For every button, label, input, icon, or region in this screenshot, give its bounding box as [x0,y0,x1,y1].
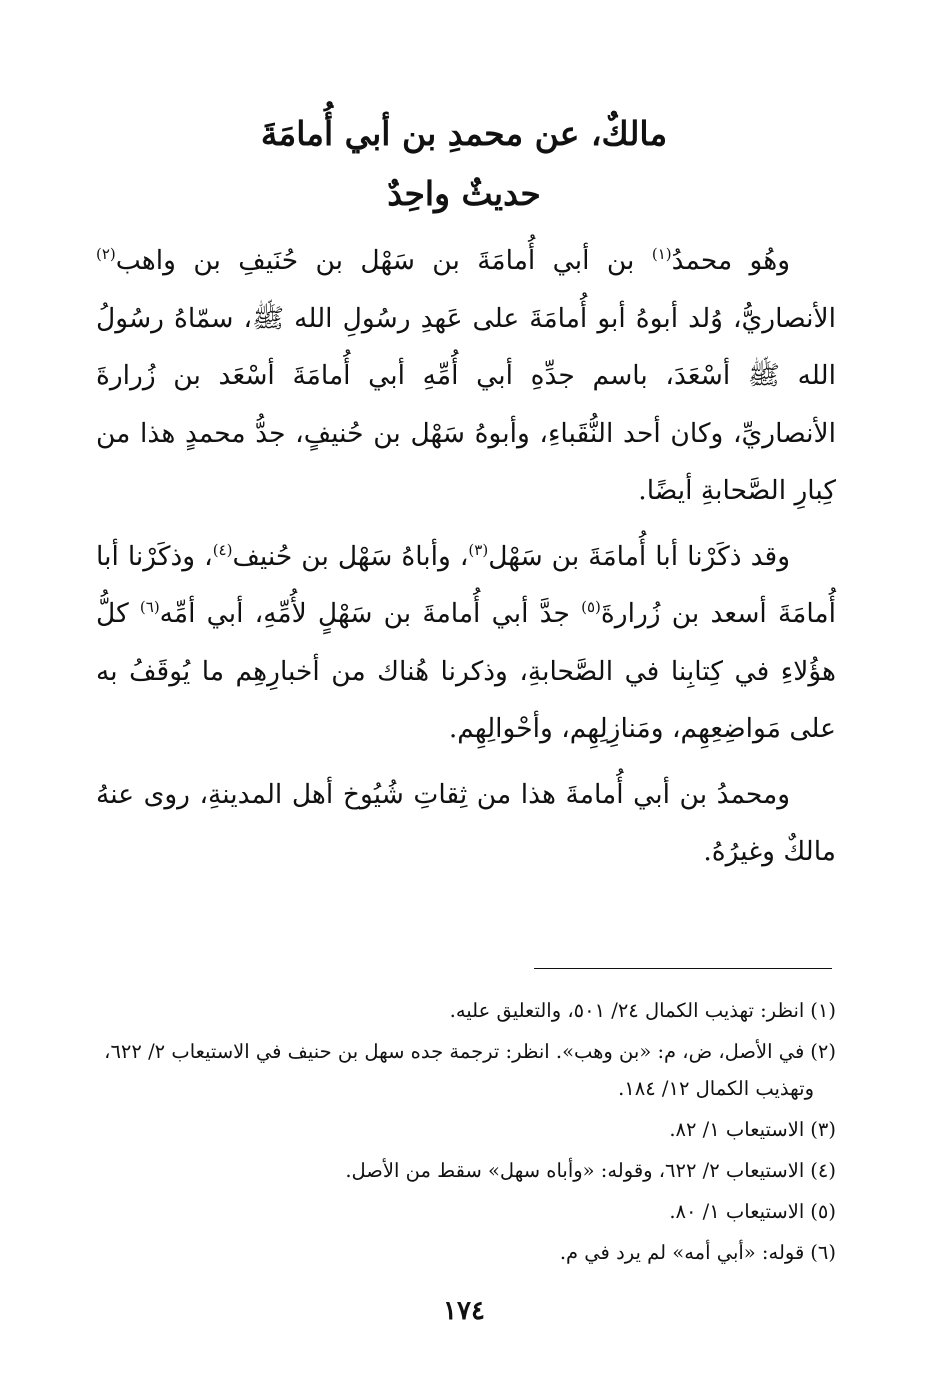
footnote-4 [96,1152,836,1189]
footnote-number: (٥) [810,1200,836,1223]
paragraph-2 [96,528,836,758]
footnote-ref-4[interactable]: (٤) [212,540,233,559]
footnote-5 [96,1193,836,1230]
paragraph-2-text-c: ، وذكَرْنا أبا أُمامَةَ أسعد بن زُرارةَ [96,540,836,629]
paragraph-2-text-b: ، وأباهُ سَهْل بن حُنيف [232,540,469,572]
footnote-text: الاستيعاب ١/ ٨٠. [669,1200,805,1223]
footnote-text: انظر: تهذيب الكمال ٢٤/ ٥٠١، والتعليق عليه. [449,999,805,1022]
footnote-text: قوله: «أبي أمه» لم يرد في م. [559,1241,805,1264]
main-text [96,232,836,889]
footnote-ref-5[interactable]: (٥) [581,598,601,617]
paragraph-1-text-c: الأنصاريُّ، وُلد أبوهُ أبو أُمامَةَ على عَهدِ رسُولِ الله ﷺ، سمّاهُ رسُولُ الله ﷺ أسْعَدَ، باسم جدِّهِ أبي أُمِّهِ أبي أُمامَةَ أسْعَد بن زُرارةَ الأنصاريِّ، وكان أحد النُّقَباءِ، وأبوهُ سَهْل بن حُنيفٍ، جدُّ محمدٍ هذا من كِبارِ الصَّحابةِ أيضًا. [96,302,836,506]
footnotes [96,992,836,1275]
footnote-6 [96,1234,836,1271]
footnote-number: (١) [810,999,836,1022]
footnote-ref-6[interactable]: (٦) [139,598,160,617]
footnote-text: في الأصل، ض، م: «بن وهب». انظر: ترجمة جده سهل بن حنيف في الاستيعاب ٢/ ٦٢٢، [104,1040,805,1063]
footnote-number: (٤) [810,1159,836,1182]
chapter-subtitle: حديثٌ واحِدٌ [387,174,541,213]
footnote-number: (٣) [810,1118,836,1141]
paragraph-1-text-a: وهُو محمدُ [671,245,790,276]
paragraph-1-text-b: بن أبي أُمامَةَ بن سَهْل بن حُنَيفِ بن واهب [115,245,652,276]
page-number: ١٧٤ [443,1296,485,1326]
chapter-title: مالكٌ، عن محمدِ بن أبي أُمامَةَ [260,114,668,153]
footnote-continuation: وتهذيب الكمال ١٢/ ١٨٤. [618,1077,814,1100]
paragraph-1 [96,232,836,520]
footnote-2 [96,1033,836,1107]
paragraph-2-text-d: جدَّ أبي أُمامةَ بن سَهْلٍ لأُمِّهِ، أبي أمِّه [159,598,582,629]
footnote-text: الاستيعاب ١/ ٨٢. [669,1118,805,1141]
footnote-text: الاستيعاب ٢/ ٦٢٢، وقوله: «وأباه سهل» سقط من الأصل. [345,1159,805,1182]
footnote-3 [96,1111,836,1148]
footnote-ref-2[interactable]: (٢) [96,245,116,264]
paragraph-2-text-a: وقد ذكَرْنا أبا أُمامَةَ بن سَهْل [488,540,790,572]
paragraph-2-text-e: كلُّ هؤُلاءِ في كِتابِنا في الصَّحابةِ، وذكرنا هُناك من أخبارِهِم ما يُوقَفُ به على مَواضِعِهِم، ومَنازِلِهِم، وأحْوالِهِم. [96,598,836,744]
footnote-divider [534,968,832,969]
footnote-number: (٢) [810,1040,836,1063]
footnote-number: (٦) [810,1241,836,1264]
footnote-1 [96,992,836,1029]
footnote-ref-1[interactable]: (١) [651,245,672,264]
footnote-ref-3[interactable]: (٣) [468,540,489,559]
paragraph-3: ومحمدُ بن أبي أُمامةَ هذا من ثِقاتِ شُيُوخ أهل المدينةِ، روى عنهُ مالكٌ وغيرُهُ. [96,778,836,867]
